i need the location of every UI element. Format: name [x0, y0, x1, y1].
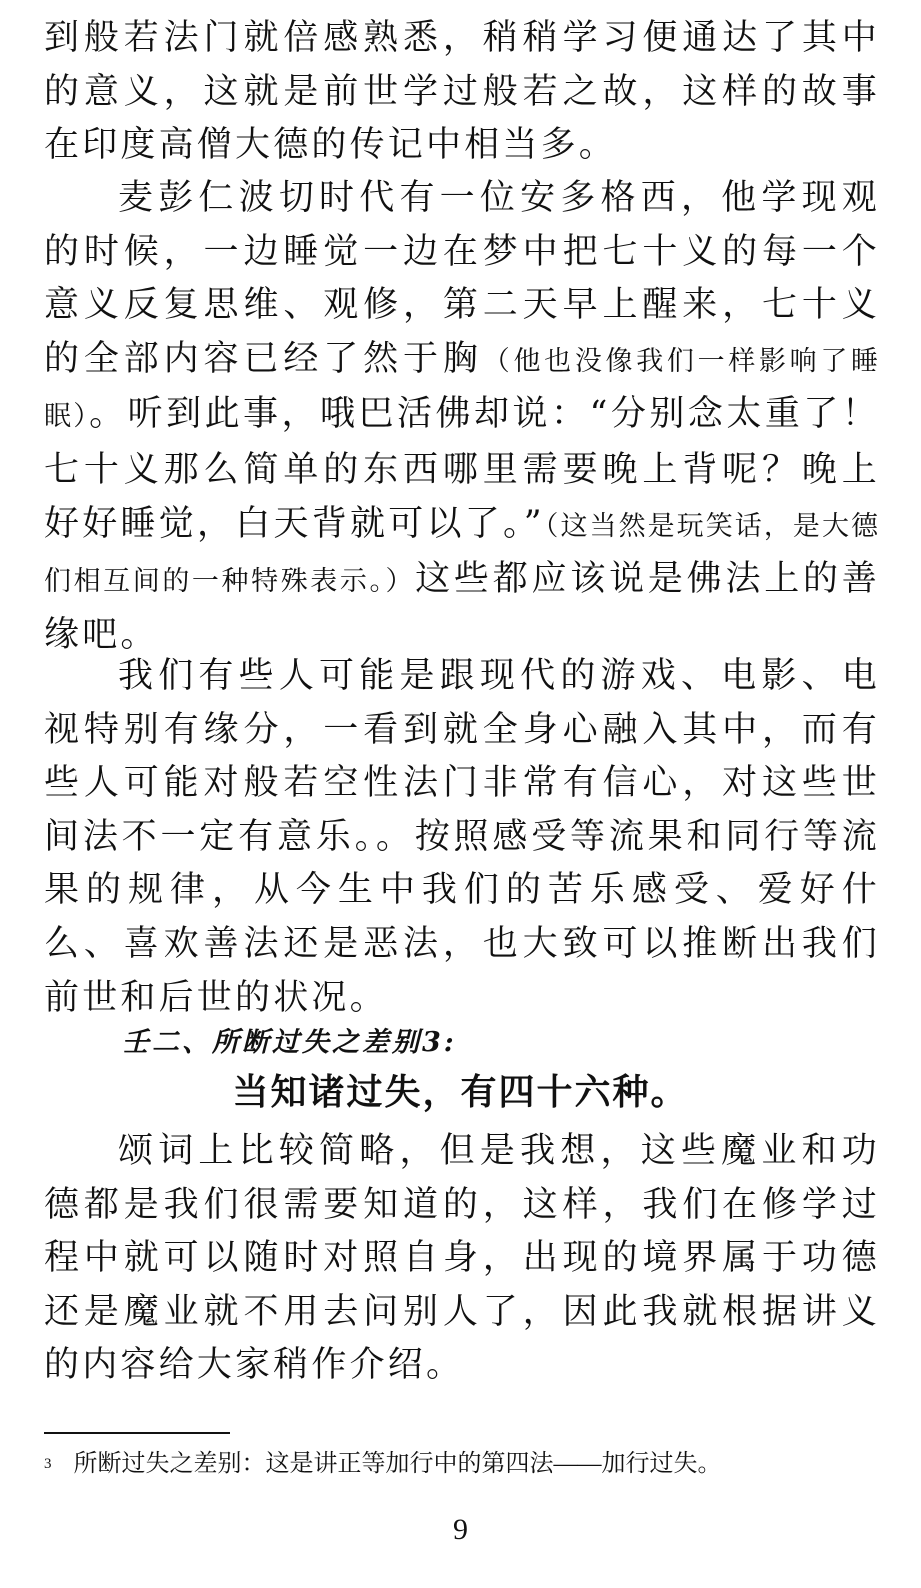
- paragraph-2-main: 麦彭仁波切时代有一位安多格西，他学现观的时候，一边睡觉一边在梦中把七十义的每一个意义反复思维、观修，第二天早上醒来，七十义的全部内容已经了然于胸: [44, 178, 880, 379]
- paragraph-1-text: 到般若法门就倍感熟悉，稍稍学习便通达了其中的意义，这就是前世学过般若之故，这样的故事在印度高僧大德的传记中相当多。: [44, 18, 880, 166]
- paragraph-2-aside-2: （这当然是玩笑话，是大德们相互间的一种特殊表示。）: [44, 510, 880, 598]
- footnote-text: 所断过失之差别：这是讲正等加行中的第四法——加行过失。: [73, 1451, 722, 1477]
- paragraph-4: [44, 1125, 880, 1393]
- paragraph-2: [44, 172, 880, 662]
- paragraph-2-cont: 。听到此事，哦巴活佛却说：“分别念太重了！七十义那么简单的东西哪里需要晚上背呢？晚上好好睡觉，白天背就可以了。”: [44, 394, 880, 544]
- section-heading-text: 壬二、所断过失之差别: [122, 1027, 422, 1058]
- footnote-divider: [44, 1432, 230, 1434]
- paragraph-4-text: 颂词上比较简略，但是我想，这些魔业和功德都是我们很需要知道的，这样，我们在修学过程中就可以随时对照自身，出现的境界属于功德还是魔业就不用去问别人了，因此我就根据讲义的内容给大家稍作介绍。: [44, 1131, 880, 1386]
- paragraph-1: [44, 12, 880, 173]
- footnote-ref: 3:: [422, 1027, 457, 1058]
- paragraph-2-end: 这些都应该说是佛法上的善缘吧。: [44, 559, 881, 655]
- paragraph-3-text: 我们有些人可能是跟现代的游戏、电影、电视特别有缘分，一看到就全身心融入其中，而有些人可能对般若空性法门非常有信心，对这些世间法不一定有意乐。。按照感受等流果和同行等流果的规律，从今生中我们的苦乐感受、爱好什么、喜欢善法还是恶法，也大致可以推断出我们前世和后世的状况。: [44, 656, 880, 1018]
- paragraph-3: [44, 650, 880, 1025]
- verse-heading: 当知诸过失，有四十六种。: [232, 1072, 689, 1113]
- footnote-marker: 3: [44, 1456, 52, 1472]
- paragraph-2-aside-1: （他也没像我们一样影响了睡眠）: [44, 345, 881, 433]
- section-heading: [122, 1020, 457, 1059]
- page-number: 9: [453, 1513, 468, 1546]
- footnote: [44, 1446, 722, 1482]
